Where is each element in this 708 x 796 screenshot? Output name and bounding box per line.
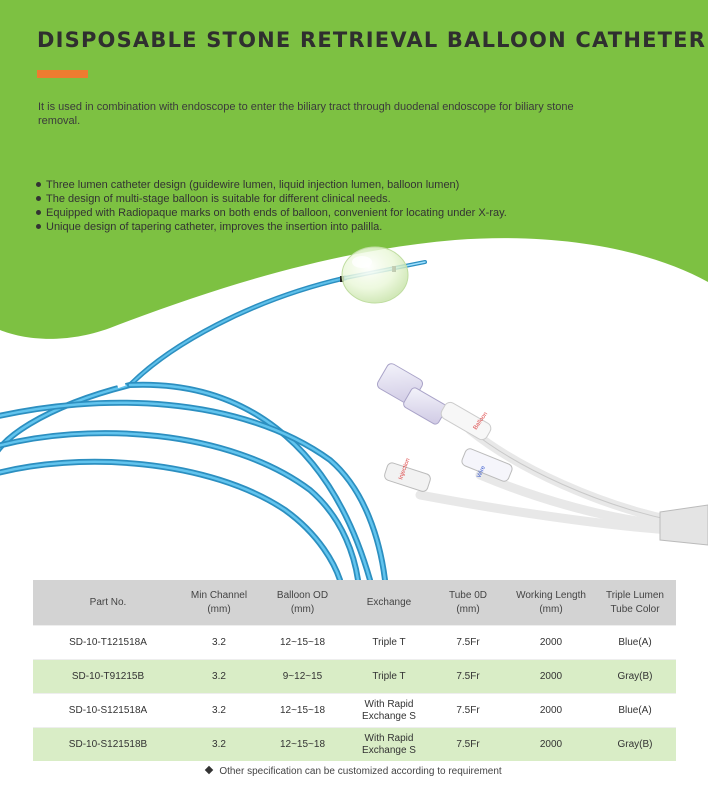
catheter-coil [0,385,130,470]
table-row [33,728,676,762]
column-header: Working Length (mm) [508,580,594,626]
table-cell: SD-10-T91215B [33,660,183,694]
bullet-dot-icon [36,182,41,187]
table-cell: 7.5Fr [428,626,508,660]
feature-item: Equipped with Radiopaque marks on both ends of balloon, convenient for locating under X-ray. [36,206,507,220]
diamond-bullet-icon [205,766,213,774]
table-cell: Triple T [350,626,428,660]
table-cell: With Rapid Exchange S [350,728,428,762]
svg-text:Balloon: Balloon [472,411,490,432]
table-cell: Triple T [350,660,428,694]
feature-list [36,178,507,234]
table-cell: 3.2 [183,694,255,728]
table-cell: 2000 [508,694,594,728]
page-title: DISPOSABLE STONE RETRIEVAL BALLOON CATHETER [37,28,707,52]
table-cell: 7.5Fr [428,660,508,694]
column-header: Balloon OD (mm) [255,580,350,626]
table-row [33,626,676,660]
balloon [342,247,408,303]
spec-table [33,580,676,761]
svg-text:Wire: Wire [476,465,488,479]
table-cell: 2000 [508,660,594,694]
table-cell: Gray(B) [594,660,676,694]
table-cell: 3.2 [183,660,255,694]
table-cell: 3.2 [183,728,255,762]
table-cell: SD-10-T121518A [33,626,183,660]
table-cell: Gray(B) [594,728,676,762]
feature-item: Unique design of tapering catheter, improves the insertion into palilla. [36,220,507,234]
table-cell: 2000 [508,626,594,660]
footnote: Other specification can be customized according to requirement [0,766,708,777]
table-row [33,694,676,728]
table-header-row [33,580,676,626]
table-cell: 12~15~18 [255,694,350,728]
table-cell: With Rapid Exchange S [350,694,428,728]
table-cell: 9~12~15 [255,660,350,694]
table-cell: 3.2 [183,626,255,660]
table-row [33,660,676,694]
column-header: Tube 0D (mm) [428,580,508,626]
catheter-hub-assembly [376,362,708,545]
table-cell: Blue(A) [594,626,676,660]
title-accent-bar [37,70,88,78]
table-cell: Blue(A) [594,694,676,728]
table-cell: 7.5Fr [428,694,508,728]
table-cell: SD-10-S121518B [33,728,183,762]
table-cell: 12~15~18 [255,626,350,660]
intro-text: It is used in combination with endoscope to enter the biliary tract through duodenal endoscope for biliary stone removal. [38,101,574,127]
bullet-dot-icon [36,224,41,229]
table-cell: 12~15~18 [255,728,350,762]
svg-text:Injection: Injection [398,457,412,481]
bullet-dot-icon [36,196,41,201]
column-header: Triple Lumen Tube Color [594,580,676,626]
bullet-dot-icon [36,210,41,215]
table-cell: 2000 [508,728,594,762]
feature-item: The design of multi-stage balloon is suitable for different clinical needs. [36,192,507,206]
column-header: Exchange [350,580,428,626]
feature-item: Three lumen catheter design (guidewire lumen, liquid injection lumen, balloon lumen) [36,178,507,192]
table-cell: 7.5Fr [428,728,508,762]
column-header: Min Channel (mm) [183,580,255,626]
column-header: Part No. [33,580,183,626]
table-cell: SD-10-S121518A [33,694,183,728]
